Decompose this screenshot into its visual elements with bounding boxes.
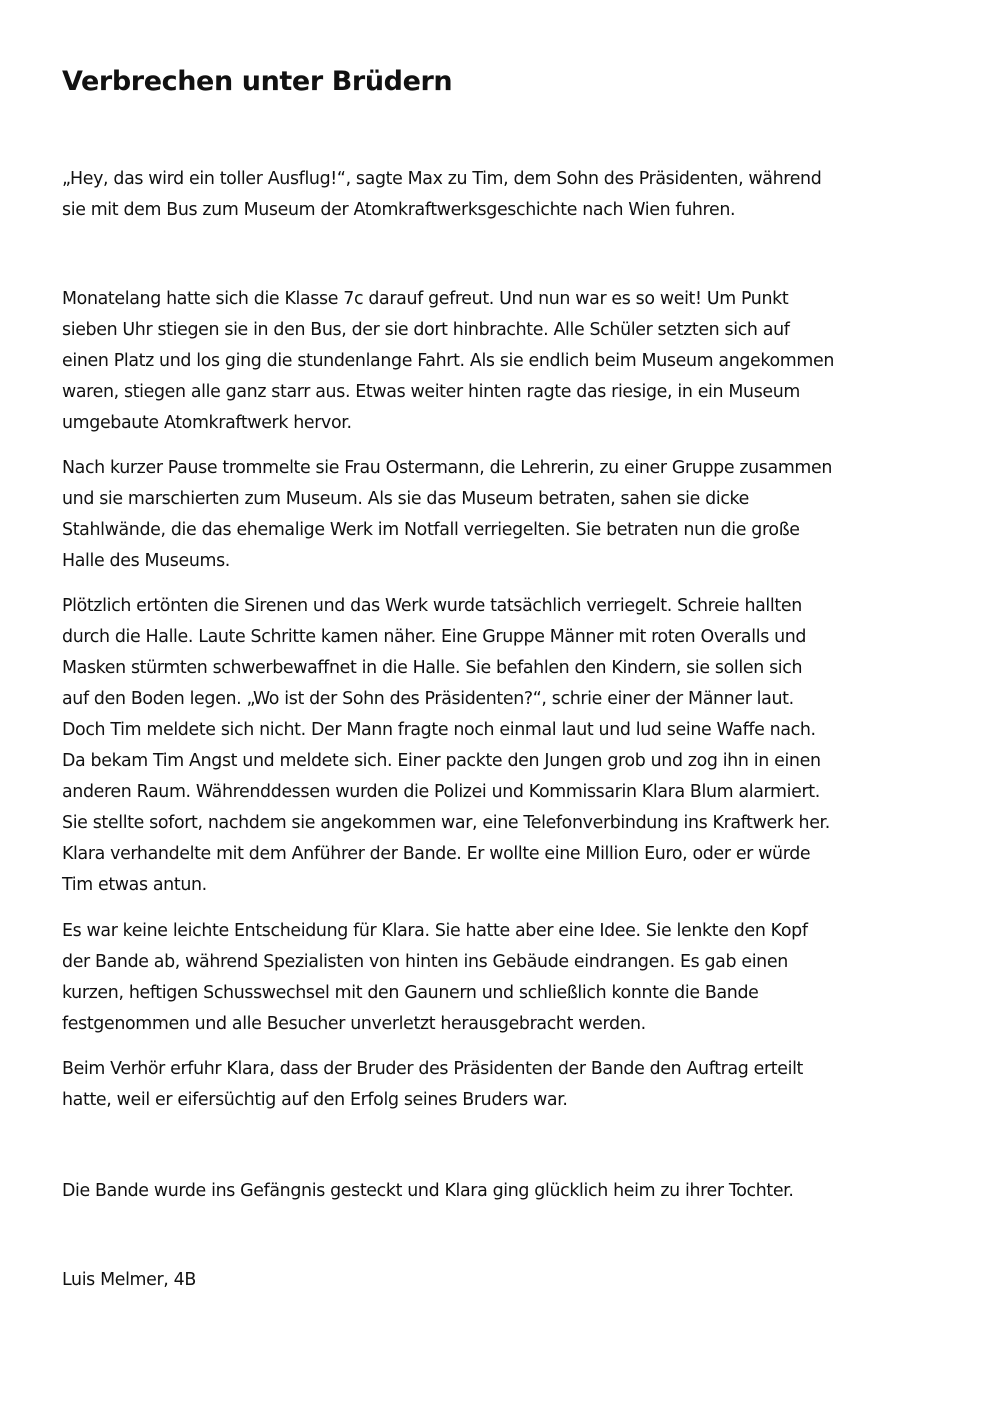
- text-line: sie mit dem Bus zum Museum der Atomkraftwerksgeschichte nach Wien fuhren.: [62, 200, 736, 220]
- text-line: der Bande ab, während Spezialisten von hinten ins Gebäude eindrangen. Es gab einen: [62, 952, 788, 972]
- paragraph-ending: [62, 1176, 957, 1207]
- text-line: Tim etwas antun.: [62, 875, 207, 895]
- text-line: Da bekam Tim Angst und meldete sich. Einer packte den Jungen grob und zog ihn in einen: [62, 751, 821, 771]
- text-line: auf den Boden legen. „Wo ist der Sohn des Präsidenten?“, schrie einer der Männer laut.: [62, 689, 794, 709]
- text-line: Masken stürmten schwerbewaffnet in die Halle. Sie befahlen den Kindern, sie sollen sich: [62, 658, 803, 678]
- text-line: Klara verhandelte mit dem Anführer der Bande. Er wollte eine Million Euro, oder er würde: [62, 844, 811, 864]
- paragraph-interrogation: [62, 1054, 957, 1116]
- text-line: Es war keine leichte Entscheidung für Klara. Sie hatte aber eine Idee. Sie lenkte den Kopf: [62, 921, 808, 941]
- text-line: festgenommen und alle Besucher unverletzt herausgebracht werden.: [62, 1014, 646, 1034]
- text-line: Sie stellte sofort, nachdem sie angekommen war, eine Telefonverbindung ins Kraftwerk her.: [62, 813, 830, 833]
- text-line: waren, stiegen alle ganz starr aus. Etwas weiter hinten ragte das riesige, in ein Museum: [62, 382, 801, 402]
- text-line: kurzen, heftigen Schusswechsel mit den Gaunern und schließlich konnte die Bande: [62, 983, 759, 1003]
- text-line: Stahlwände, die das ehemalige Werk im Notfall verriegelten. Sie betraten nun die große: [62, 520, 800, 540]
- text-line: Monatelang hatte sich die Klasse 7c darauf gefreut. Und nun war es so weit! Um Punkt: [62, 289, 789, 309]
- text-line: Plötzlich ertönten die Sirenen und das Werk wurde tatsächlich verriegelt. Schreie hallten: [62, 596, 802, 616]
- text-line: Halle des Museums.: [62, 551, 230, 571]
- paragraph-museum-entry: [62, 453, 957, 577]
- text-line: einen Platz und los ging die stundenlange Fahrt. Als sie endlich beim Museum angekommen: [62, 351, 834, 371]
- text-line: „Hey, das wird ein toller Ausflug!“, sagte Max zu Tim, dem Sohn des Präsidenten, während: [62, 169, 822, 189]
- signature-text: Luis Melmer, 4B: [62, 1270, 196, 1290]
- paragraph-hostage-situation: [62, 591, 957, 901]
- text-line: anderen Raum. Währenddessen wurden die Polizei und Kommissarin Klara Blum alarmiert.: [62, 782, 820, 802]
- text-line: durch die Halle. Laute Schritte kamen näher. Eine Gruppe Männer mit roten Overalls und: [62, 627, 807, 647]
- paragraph-arrival: [62, 284, 957, 439]
- text-line: Nach kurzer Pause trommelte sie Frau Ostermann, die Lehrerin, zu einer Gruppe zusammen: [62, 458, 833, 478]
- text-line: Beim Verhör erfuhr Klara, dass der Bruder des Präsidenten der Bande den Auftrag erteilt: [62, 1059, 804, 1079]
- document-title: Verbrechen unter Brüdern: [62, 66, 453, 97]
- text-line: Die Bande wurde ins Gefängnis gesteckt und Klara ging glücklich heim zu ihrer Tochter.: [62, 1181, 794, 1201]
- paragraph-rescue: [62, 916, 957, 1040]
- text-line: und sie marschierten zum Museum. Als sie das Museum betraten, sahen sie dicke: [62, 489, 749, 509]
- author-signature: [62, 1265, 957, 1296]
- text-line: umgebaute Atomkraftwerk hervor.: [62, 413, 352, 433]
- text-line: hatte, weil er eifersüchtig auf den Erfolg seines Bruders war.: [62, 1090, 568, 1110]
- paragraph-intro-dialogue: [62, 164, 957, 226]
- text-line: sieben Uhr stiegen sie in den Bus, der sie dort hinbrachte. Alle Schüler setzten sich auf: [62, 320, 790, 340]
- text-line: Doch Tim meldete sich nicht. Der Mann fragte noch einmal laut und lud seine Waffe nach.: [62, 720, 816, 740]
